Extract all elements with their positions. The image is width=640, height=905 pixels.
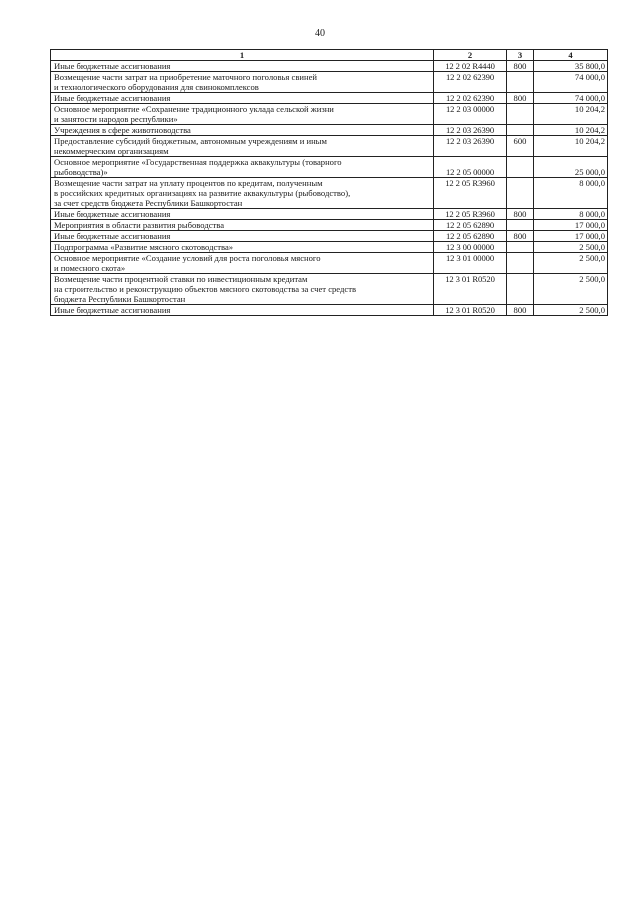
row-code-cell: 12 2 02 R4440: [434, 61, 507, 72]
row-type-cell: [507, 274, 534, 305]
row-code-cell: 12 2 05 R3960: [434, 178, 507, 209]
row-name-cell: Возмещение части процентной ставки по инвестиционным кредитам на строительство и реконструкцию объектов мясного скотоводства за счет средств бюджета Республики Башкортостан: [51, 274, 434, 305]
row-code-cell: 12 2 05 62890: [434, 231, 507, 242]
row-code-cell: 12 2 03 00000: [434, 104, 507, 125]
row-amount-cell: 74 000,0: [534, 72, 608, 93]
row-code-cell: 12 2 03 26390: [434, 125, 507, 136]
table-header-row: [51, 50, 608, 61]
row-type-cell: [507, 125, 534, 136]
row-type-cell: [507, 72, 534, 93]
table-row: [51, 72, 608, 93]
row-code-cell: 12 3 01 00000: [434, 253, 507, 274]
row-code-cell: 12 3 01 R0520: [434, 305, 507, 316]
row-name-cell: Основное мероприятие «Создание условий для роста поголовья мясного и помесного скота»: [51, 253, 434, 274]
row-type-cell: 800: [507, 305, 534, 316]
table-row: [51, 305, 608, 316]
table-row: [51, 93, 608, 104]
row-code-cell: 12 2 02 62390: [434, 72, 507, 93]
table-row: [51, 209, 608, 220]
row-type-cell: 800: [507, 61, 534, 72]
row-code-cell: 12 2 05 62890: [434, 220, 507, 231]
row-amount-cell: 2 500,0: [534, 253, 608, 274]
budget-table: [50, 49, 608, 316]
row-amount-cell: 2 500,0: [534, 274, 608, 305]
row-amount-cell: 2 500,0: [534, 242, 608, 253]
row-name-cell: Иные бюджетные ассигнования: [51, 305, 434, 316]
table-row: [51, 136, 608, 157]
row-name-cell: Иные бюджетные ассигнования: [51, 93, 434, 104]
table-row: [51, 220, 608, 231]
row-name-cell: Иные бюджетные ассигнования: [51, 231, 434, 242]
row-name-cell: Учреждения в сфере животноводства: [51, 125, 434, 136]
row-code-cell: 12 3 01 R0520: [434, 274, 507, 305]
row-name-cell: Иные бюджетные ассигнования: [51, 61, 434, 72]
row-type-cell: [507, 242, 534, 253]
table-body: [51, 61, 608, 316]
row-amount-cell: 10 204,2: [534, 125, 608, 136]
table-row: [51, 178, 608, 209]
row-type-cell: 600: [507, 136, 534, 157]
row-name-cell: Предоставление субсидий бюджетным, автономным учреждениям и иным некоммерческим организациям: [51, 136, 434, 157]
table-row: [51, 61, 608, 72]
row-amount-cell: 25 000,0: [534, 157, 608, 178]
row-name-cell: Мероприятия в области развития рыбоводства: [51, 220, 434, 231]
row-amount-cell: 17 000,0: [534, 231, 608, 242]
row-type-cell: [507, 104, 534, 125]
row-type-cell: [507, 253, 534, 274]
row-name-cell: Основное мероприятие «Государственная поддержка аквакультуры (товарного рыбоводства)»: [51, 157, 434, 178]
row-code-cell: 12 2 05 00000: [434, 157, 507, 178]
row-type-cell: 800: [507, 209, 534, 220]
table-row: [51, 157, 608, 178]
header-col-1: 1: [51, 50, 434, 61]
row-type-cell: 800: [507, 93, 534, 104]
table-row: [51, 231, 608, 242]
table-row: [51, 125, 608, 136]
row-type-cell: [507, 157, 534, 178]
row-type-cell: [507, 220, 534, 231]
row-amount-cell: 10 204,2: [534, 104, 608, 125]
row-amount-cell: 74 000,0: [534, 93, 608, 104]
row-name-cell: Подпрограмма «Развитие мясного скотоводства»: [51, 242, 434, 253]
row-code-cell: 12 3 00 00000: [434, 242, 507, 253]
row-name-cell: Возмещение части затрат на приобретение маточного поголовья свиней и технологического оборудования для свинокомплексов: [51, 72, 434, 93]
table-row: [51, 242, 608, 253]
row-code-cell: 12 2 02 62390: [434, 93, 507, 104]
row-type-cell: [507, 178, 534, 209]
row-code-cell: 12 2 03 26390: [434, 136, 507, 157]
row-amount-cell: 2 500,0: [534, 305, 608, 316]
header-col-3: 3: [507, 50, 534, 61]
table-row: [51, 104, 608, 125]
row-amount-cell: 8 000,0: [534, 178, 608, 209]
row-type-cell: 800: [507, 231, 534, 242]
header-col-2: 2: [434, 50, 507, 61]
row-amount-cell: 17 000,0: [534, 220, 608, 231]
row-name-cell: Возмещение части затрат на уплату процентов по кредитам, полученным в российских кредитных организациях на развитие аквакультуры (рыбоводство), за счет средств бюджета Республики Башкортостан: [51, 178, 434, 209]
row-amount-cell: 8 000,0: [534, 209, 608, 220]
header-col-4: 4: [534, 50, 608, 61]
row-amount-cell: 10 204,2: [534, 136, 608, 157]
row-name-cell: Иные бюджетные ассигнования: [51, 209, 434, 220]
table-row: [51, 274, 608, 305]
row-code-cell: 12 2 05 R3960: [434, 209, 507, 220]
page-number: 40: [315, 28, 325, 39]
row-name-cell: Основное мероприятие «Сохранение традиционного уклада сельской жизни и занятости народов республики»: [51, 104, 434, 125]
row-amount-cell: 35 800,0: [534, 61, 608, 72]
table-row: [51, 253, 608, 274]
